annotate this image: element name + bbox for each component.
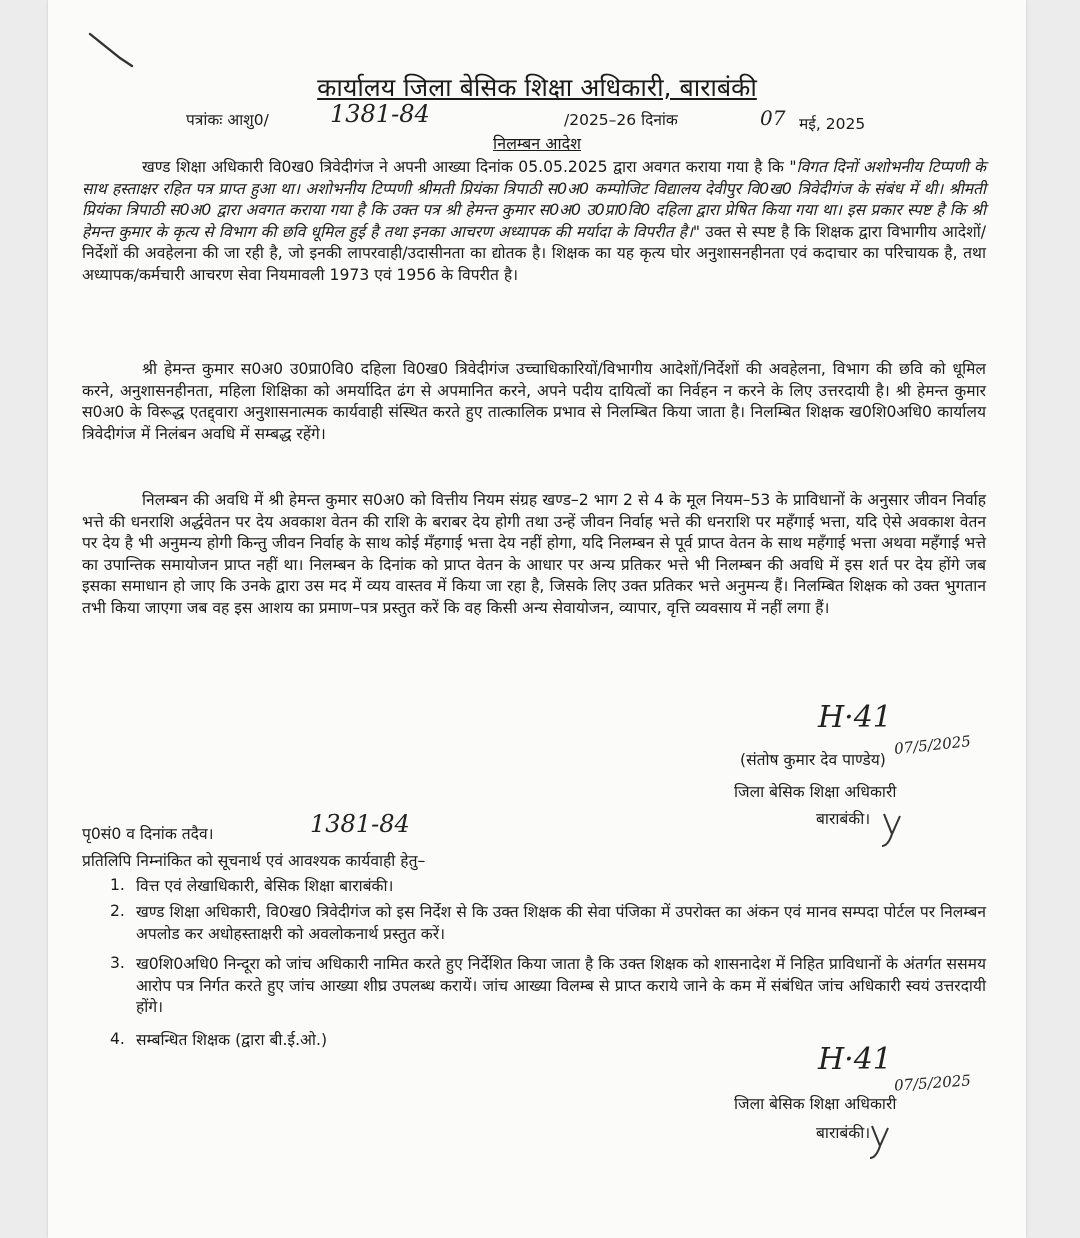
- signatory-2-designation: जिला बेसिक शिक्षा अधिकारी: [734, 1095, 897, 1113]
- para1-rest: उक्त से स्पष्ट है कि शिक्षक द्वारा विभागीय आदेशों/निर्देशों की अवहेलना की जा रही है, जो इनकी लापरवाही/उदासीनता का द्योतक है। शिक्षक का यह कृत्य घोर अनुशासनहीनता एवं कदाचार का परिचायक है, तथा अध्यापक/कर्मचारी आचरण सेवा नियमावली 1973 एवं 1956 के विपरीत है।: [82, 222, 986, 284]
- signature-2-date: 07/5/2025: [893, 1071, 972, 1095]
- copy-item-1: वित्त एवं लेखाधिकारी, बेसिक शिक्षा बाराबंकी।: [136, 877, 394, 895]
- signatory-2-place: बाराबंकी।: [816, 1124, 871, 1142]
- paragraph-2: श्री हेमन्त कुमार स0अ0 उ0प्रा0वि0 दहिला वि0ख0 त्रिवेदीगंज उच्चाधिकारियों/विभागीय आदेशों/निर्देशों की अवहेलना, विभाग की छवि को धूमिल करने, अनुशासनहीनता, महिला शिक्षिका को अमर्यादित ढंग से अपमानित करने, अपने पदीय दायित्वों का निर्वहन न करने के लिए उत्तरदायी है। श्री हेमन्त कुमार स0अ0 के विरूद्ध एतद्द्वारा अनुशासनात्मक कार्यवाही संस्थित करते हुए तात्कालिक प्रभाव से निलम्बित किया जाता है। निलम्बित शिक्षक ख0शि0अधि0 कार्यालय त्रिवेदीगंज में निलंबन अवधि में सम्बद्ध रहेंगे।: [82, 360, 986, 443]
- signature-2-initials: H·41: [818, 1042, 892, 1077]
- paragraph-3: निलम्बन की अवधि में श्री हेमन्त कुमार स0अ0 को वित्तीय नियम संग्रह खण्ड–2 भाग 2 से 4 के मूल नियम–53 के प्राविधानों के अनुसार जीवन निर्वाह भत्ते की धनराशि अर्द्धवेतन पर देय अवकाश वेतन की राशि के बराबर देय होगी तथा उन्हें जीवन निर्वाह भत्ते की धनराशि पर महँगाई भत्ता, यदि ऐसे अवकाश वेतन पर देय है भी अनुमन्य होगी किन्तु जीवन निर्वाह के साथ कोई मॅंहगाई भत्ता देय नहीं होगा, यदि निलम्बन से पूर्व प्राप्त वेतन के साथ महँगाई भत्ता अथवा महँगाई भत्ते का उपान्तिक समायोजन प्राप्त नहीं था। निलम्बन के दिनांक को प्राप्त वेतन के आधार पर अन्य प्रतिकर भत्ते भी निलम्बन की अवधि में इस शर्त पर देय होंगे जब इसका समाधान हो जाए कि उनके द्वारा उस मद में व्यय वास्तव में किया जा रहा है, जिसके लिए उक्त प्रतिकर भत्ते अनुमन्य हैं। निलम्बित शिक्षक को उक्त भुगतान तभी किया जाएगा जब वह इस आशय का प्रमाण–पत्र प्रस्तुत करें कि वह किसी अन्य सेवायोजन, व्यापार, वृत्ति व्यवसाय में नहीं लगा हैं।: [82, 491, 986, 617]
- signatory-place: बाराबंकी।: [816, 810, 871, 828]
- endorsement-ref-number-handwritten: 1381-84: [310, 810, 410, 838]
- signature-2-flourish: [866, 1122, 906, 1162]
- paragraph-1: [82, 157, 986, 286]
- signatory-designation: जिला बेसिक शिक्षा अधिकारी: [734, 783, 897, 801]
- copy-item-3: ख0शि0अधि0 निन्दूरा को जांच अधिकारी नामित करते हुए निर्देशित किया जाता है कि उक्त शिक्षक को शासनादेश में निहित प्राविधानों के अंतर्गत ससमय आरोप पत्र निर्गत करते हुए जांच आख्या शीघ्र उपलब्ध करायें। जांच आख्या विलम्ब से प्राप्त कराये जाने के कम में संबंधित जांच अधिकारी स्वयं उत्तरदायी होंगे।: [136, 955, 986, 1016]
- office-title: कार्यालय जिला बेसिक शिक्षा अधिकारी, बाराबंकी: [317, 73, 757, 102]
- pen-mark: [86, 30, 136, 70]
- ref-number-handwritten: 1381-84: [330, 100, 430, 128]
- date-rest: मई, 2025: [799, 115, 866, 133]
- signatory-name: (संतोष कुमार देव पाण्डेय): [740, 751, 886, 769]
- ref-year: /2025–26 दिनांक: [564, 111, 678, 129]
- signature-initials: H·41: [818, 700, 892, 735]
- date-day-handwritten: 07: [760, 106, 786, 130]
- copy-item-2: खण्ड शिक्षा अधिकारी, वि0ख0 त्रिवेदीगंज को इस निर्देश से कि उक्त शिक्षक की सेवा पंजिका में उपरोक्त का अंकन एवं मानव सम्पदा पोर्टल पर निलम्बन अपलोड कर अधोहस्ताक्षरी को अवलोकनार्थ प्रस्तुत करें।: [136, 903, 986, 943]
- endorsement-ref: पृ0सं0 व दिनांक तदैव।: [82, 825, 214, 843]
- copy-item-4: सम्बन्धित शिक्षक (द्वारा बी.ई.ओ.): [136, 1031, 328, 1049]
- copy-to-line: प्रतिलिपि निम्नांकित को सूचनार्थ एवं आवश्यक कार्यवाही हेतु–: [82, 852, 426, 870]
- para1-intro: खण्ड शिक्षा अधिकारी वि0ख0 त्रिवेदीगंज ने अपनी आख्या दिनांक 05.05.2025 द्वारा अवगत कराया गया है कि: [142, 158, 784, 176]
- signature-date: 07/5/2025: [893, 732, 972, 758]
- copy-item-3-num: 3.: [110, 954, 125, 972]
- copy-item-1-num: 1.: [110, 876, 125, 894]
- copy-item-4-num: 4.: [110, 1030, 125, 1048]
- signature-flourish: [878, 810, 918, 850]
- order-title: निलम्बन आदेश: [493, 134, 581, 153]
- ref-prefix: पत्रांकः आशु0/: [186, 111, 269, 129]
- copy-item-2-num: 2.: [110, 902, 125, 920]
- para1-quote: "विगत दिनों अशोभनीय टिप्पणी के साथ हस्ताक्षर रहित पत्र प्राप्त हुआ था। अशोभनीय टिप्पणी श्रीमती प्रियंका त्रिपाठी स0अ0 कम्पोजिट विद्यालय देवीपुर वि0ख0 त्रिवेदीगंज के संबंध में थी। श्रीमती प्रियंका त्रिपाठी स0अ0 द्वारा अवगत कराया गया है कि उक्त पत्र श्री हेमन्त कुमार स0अ0 उ0प्रा0वि0 दहिला द्वारा प्रेषित किया गया था। इस प्रकार स्पष्ट है कि श्री हेमन्त कुमार के कृत्य से विभाग की छवि धूमिल हुई है तथा इनका आचरण अध्यापक की मर्यादा के विपरीत है।": [82, 158, 986, 241]
- document-page: [48, 0, 1026, 1238]
